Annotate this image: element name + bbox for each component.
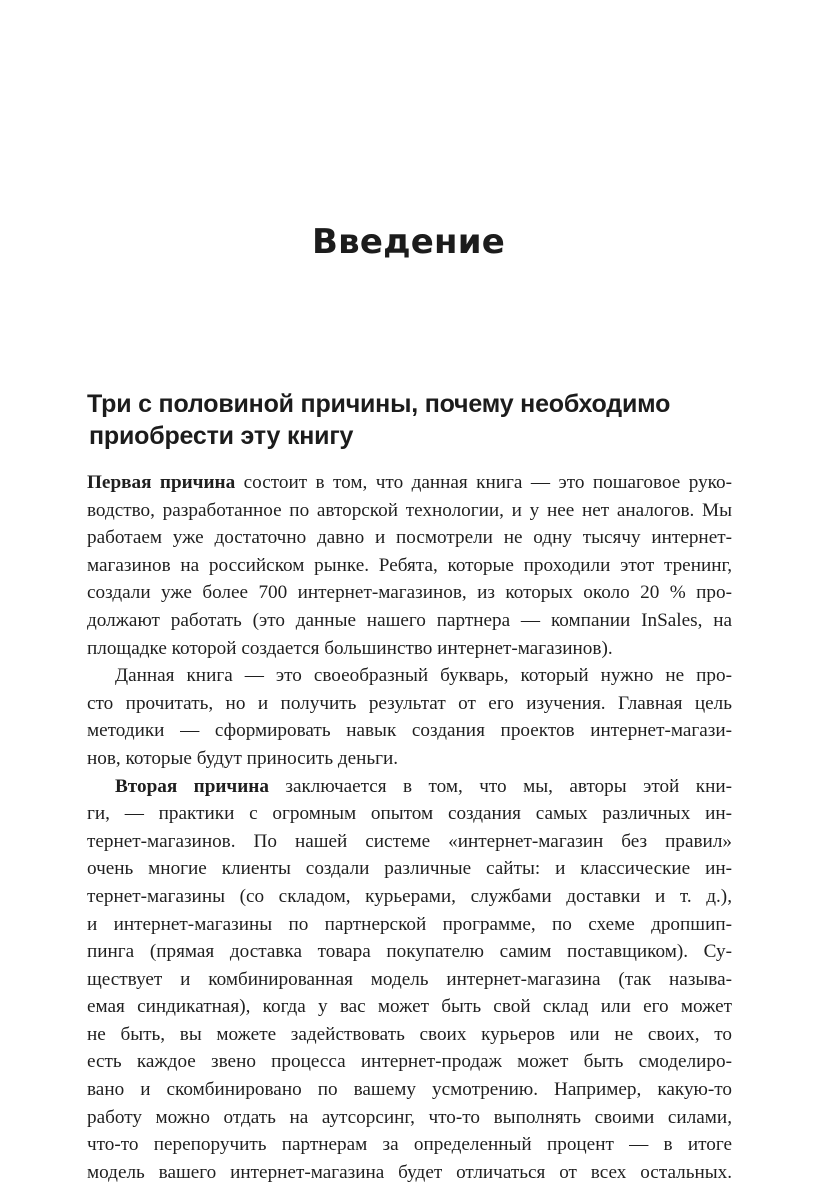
paragraph-second-reason	[87, 773, 732, 1187]
text-line: что-то перепоручить партнерам за определенный процент — в итоге	[87, 1134, 732, 1156]
text-line: методики — сформировать навык создания проектов интернет-магази-	[87, 720, 732, 742]
text-line: есть каждое звено процесса интернет-продаж может быть смоделиро-	[87, 1051, 732, 1073]
lead-phrase: Первая причина	[87, 472, 236, 493]
text-line: тернет-магазины (со складом, курьерами, службами доставки и т. д.),	[87, 885, 732, 907]
text-line: водство, разработанное по авторской технологии, и у нее нет аналогов. Мы	[87, 499, 732, 521]
text-line: не быть, вы можете задействовать своих курьеров или не своих, то	[87, 1023, 732, 1045]
text-line: сто прочитать, но и получить результат от его изучения. Главная цель	[87, 692, 732, 714]
text-line: нов, которые будут приносить деньги.	[87, 747, 399, 769]
text-line: модель вашего интернет-магазина будет отличаться от всех остальных.	[87, 1161, 732, 1183]
text-line: Первая причина состоит в том, что данная книга — это пошаговое руко-	[87, 472, 732, 493]
paragraph-primer	[87, 662, 732, 772]
text-line: работаем уже достаточно давно и посмотрели не одну тысячу интернет-	[87, 527, 732, 549]
text-line: тернет-магазинов. По нашей системе «интернет-магазин без правил»	[87, 830, 732, 852]
text-line: создали уже более 700 интернет-магазинов, из которых около 20 % про-	[87, 582, 732, 604]
text-line: должают работать (это данные нашего партнера — компании InSales, на	[87, 609, 732, 631]
text-line: очень многие клиенты создали различные сайты: и классические ин-	[87, 858, 732, 880]
text-line: работу можно отдать на аутсорсинг, что-то выполнять своими силами,	[87, 1106, 732, 1128]
chapter-title: Введение	[312, 222, 505, 262]
section-title-line: Три с половиной причины, почему необходимо	[87, 390, 671, 418]
text-line: пинга (прямая доставка товара покупателю самим поставщиком). Су-	[87, 941, 732, 963]
text-line: ществует и комбинированная модель интернет-магазина (так называ-	[87, 968, 732, 990]
text-line: вано и скомбинировано по вашему усмотрению. Например, какую-то	[87, 1079, 732, 1101]
paragraph-first-reason	[87, 469, 732, 662]
body-text	[87, 469, 732, 1186]
section-title	[87, 388, 747, 452]
text-line: ги, — практики с огромным опытом создания самых различных ин-	[87, 803, 732, 825]
section-title-line: приобрести эту книгу	[89, 422, 354, 450]
text-line: Вторая причина заключается в том, что мы, авторы этой кни-	[115, 775, 732, 797]
text-line: магазинов на российском рынке. Ребята, которые проходили этот тренинг,	[87, 554, 732, 576]
text-line: емая синдикатная), когда у вас может быть свой склад или его может	[87, 996, 732, 1018]
text-line: Данная книга — это своеобразный букварь, который нужно не про-	[115, 665, 732, 687]
text-line: площадке которой создается большинство интернет-магазинов).	[87, 637, 613, 659]
text-line: и интернет-магазины по партнерской программе, по схеме дропшип-	[87, 913, 732, 935]
lead-phrase: Вторая причина	[115, 775, 269, 797]
